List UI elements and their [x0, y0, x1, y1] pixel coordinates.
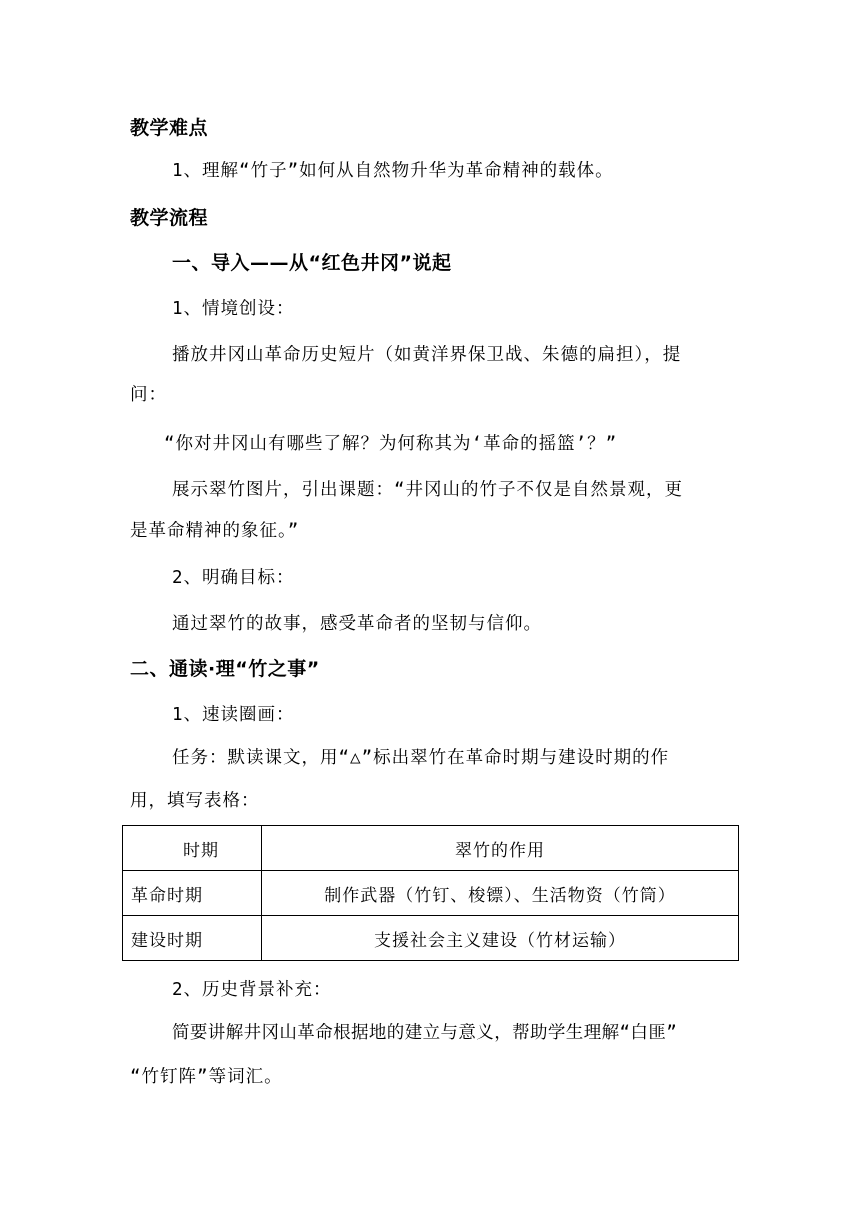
table-cell: 支援社会主义建设（竹材运输）: [262, 916, 739, 961]
s1-question: “你对井冈山有哪些了解？为何称其为‘革命的摇篮’？”: [164, 434, 618, 454]
s1-paragraph1-line2: 问：: [130, 385, 167, 405]
table-row: [123, 916, 739, 961]
s1-item1: 1、情境创设：: [172, 299, 295, 319]
s1-paragraph2-line1: 展示翠竹图片，引出课题：“井冈山的竹子不仅是自然景观，更: [172, 480, 684, 500]
table-cell: 革命时期: [123, 871, 262, 916]
section2-heading: 二、通读·理“竹之事”: [130, 658, 320, 680]
table-header-cell: 时期: [123, 826, 262, 871]
table-header-cell: 翠竹的作用: [262, 826, 739, 871]
difficulty-item: 1、理解“竹子”如何从自然物升华为革命精神的载体。: [172, 161, 614, 181]
s1-goal: 通过翠竹的故事，感受革命者的坚韧与信仰。: [172, 614, 542, 634]
table-cell: 制作武器（竹钉、梭镖）、生活物资（竹筒）: [262, 871, 739, 916]
table-cell: 建设时期: [123, 916, 262, 961]
s2-item2: 2、历史背景补充：: [172, 980, 332, 1000]
s2-task-line1: 任务：默读课文，用“△”标出翠竹在革命时期与建设时期的作: [172, 748, 670, 768]
process-heading: 教学流程: [130, 207, 209, 229]
s1-item2: 2、明确目标：: [172, 568, 295, 588]
s2-task-line2: 用，填写表格：: [130, 791, 260, 811]
s2-paragraph-line2: “竹钉阵”等词汇。: [130, 1067, 283, 1087]
bamboo-roles-table: [122, 825, 739, 961]
table-header-row: [123, 826, 739, 871]
section1-heading: 一、导入——从“红色井冈”说起: [172, 252, 452, 274]
s2-paragraph-line1: 简要讲解井冈山革命根据地的建立与意义，帮助学生理解“白匪”: [172, 1023, 678, 1043]
s1-paragraph1-line1: 播放井冈山革命历史短片（如黄洋界保卫战、朱德的扁担），提: [172, 345, 682, 365]
table-row: [123, 871, 739, 916]
difficulty-heading: 教学难点: [130, 117, 209, 139]
s2-item1: 1、速读圈画：: [172, 705, 295, 725]
s1-paragraph2-line2: 是革命精神的象征。”: [130, 521, 300, 541]
